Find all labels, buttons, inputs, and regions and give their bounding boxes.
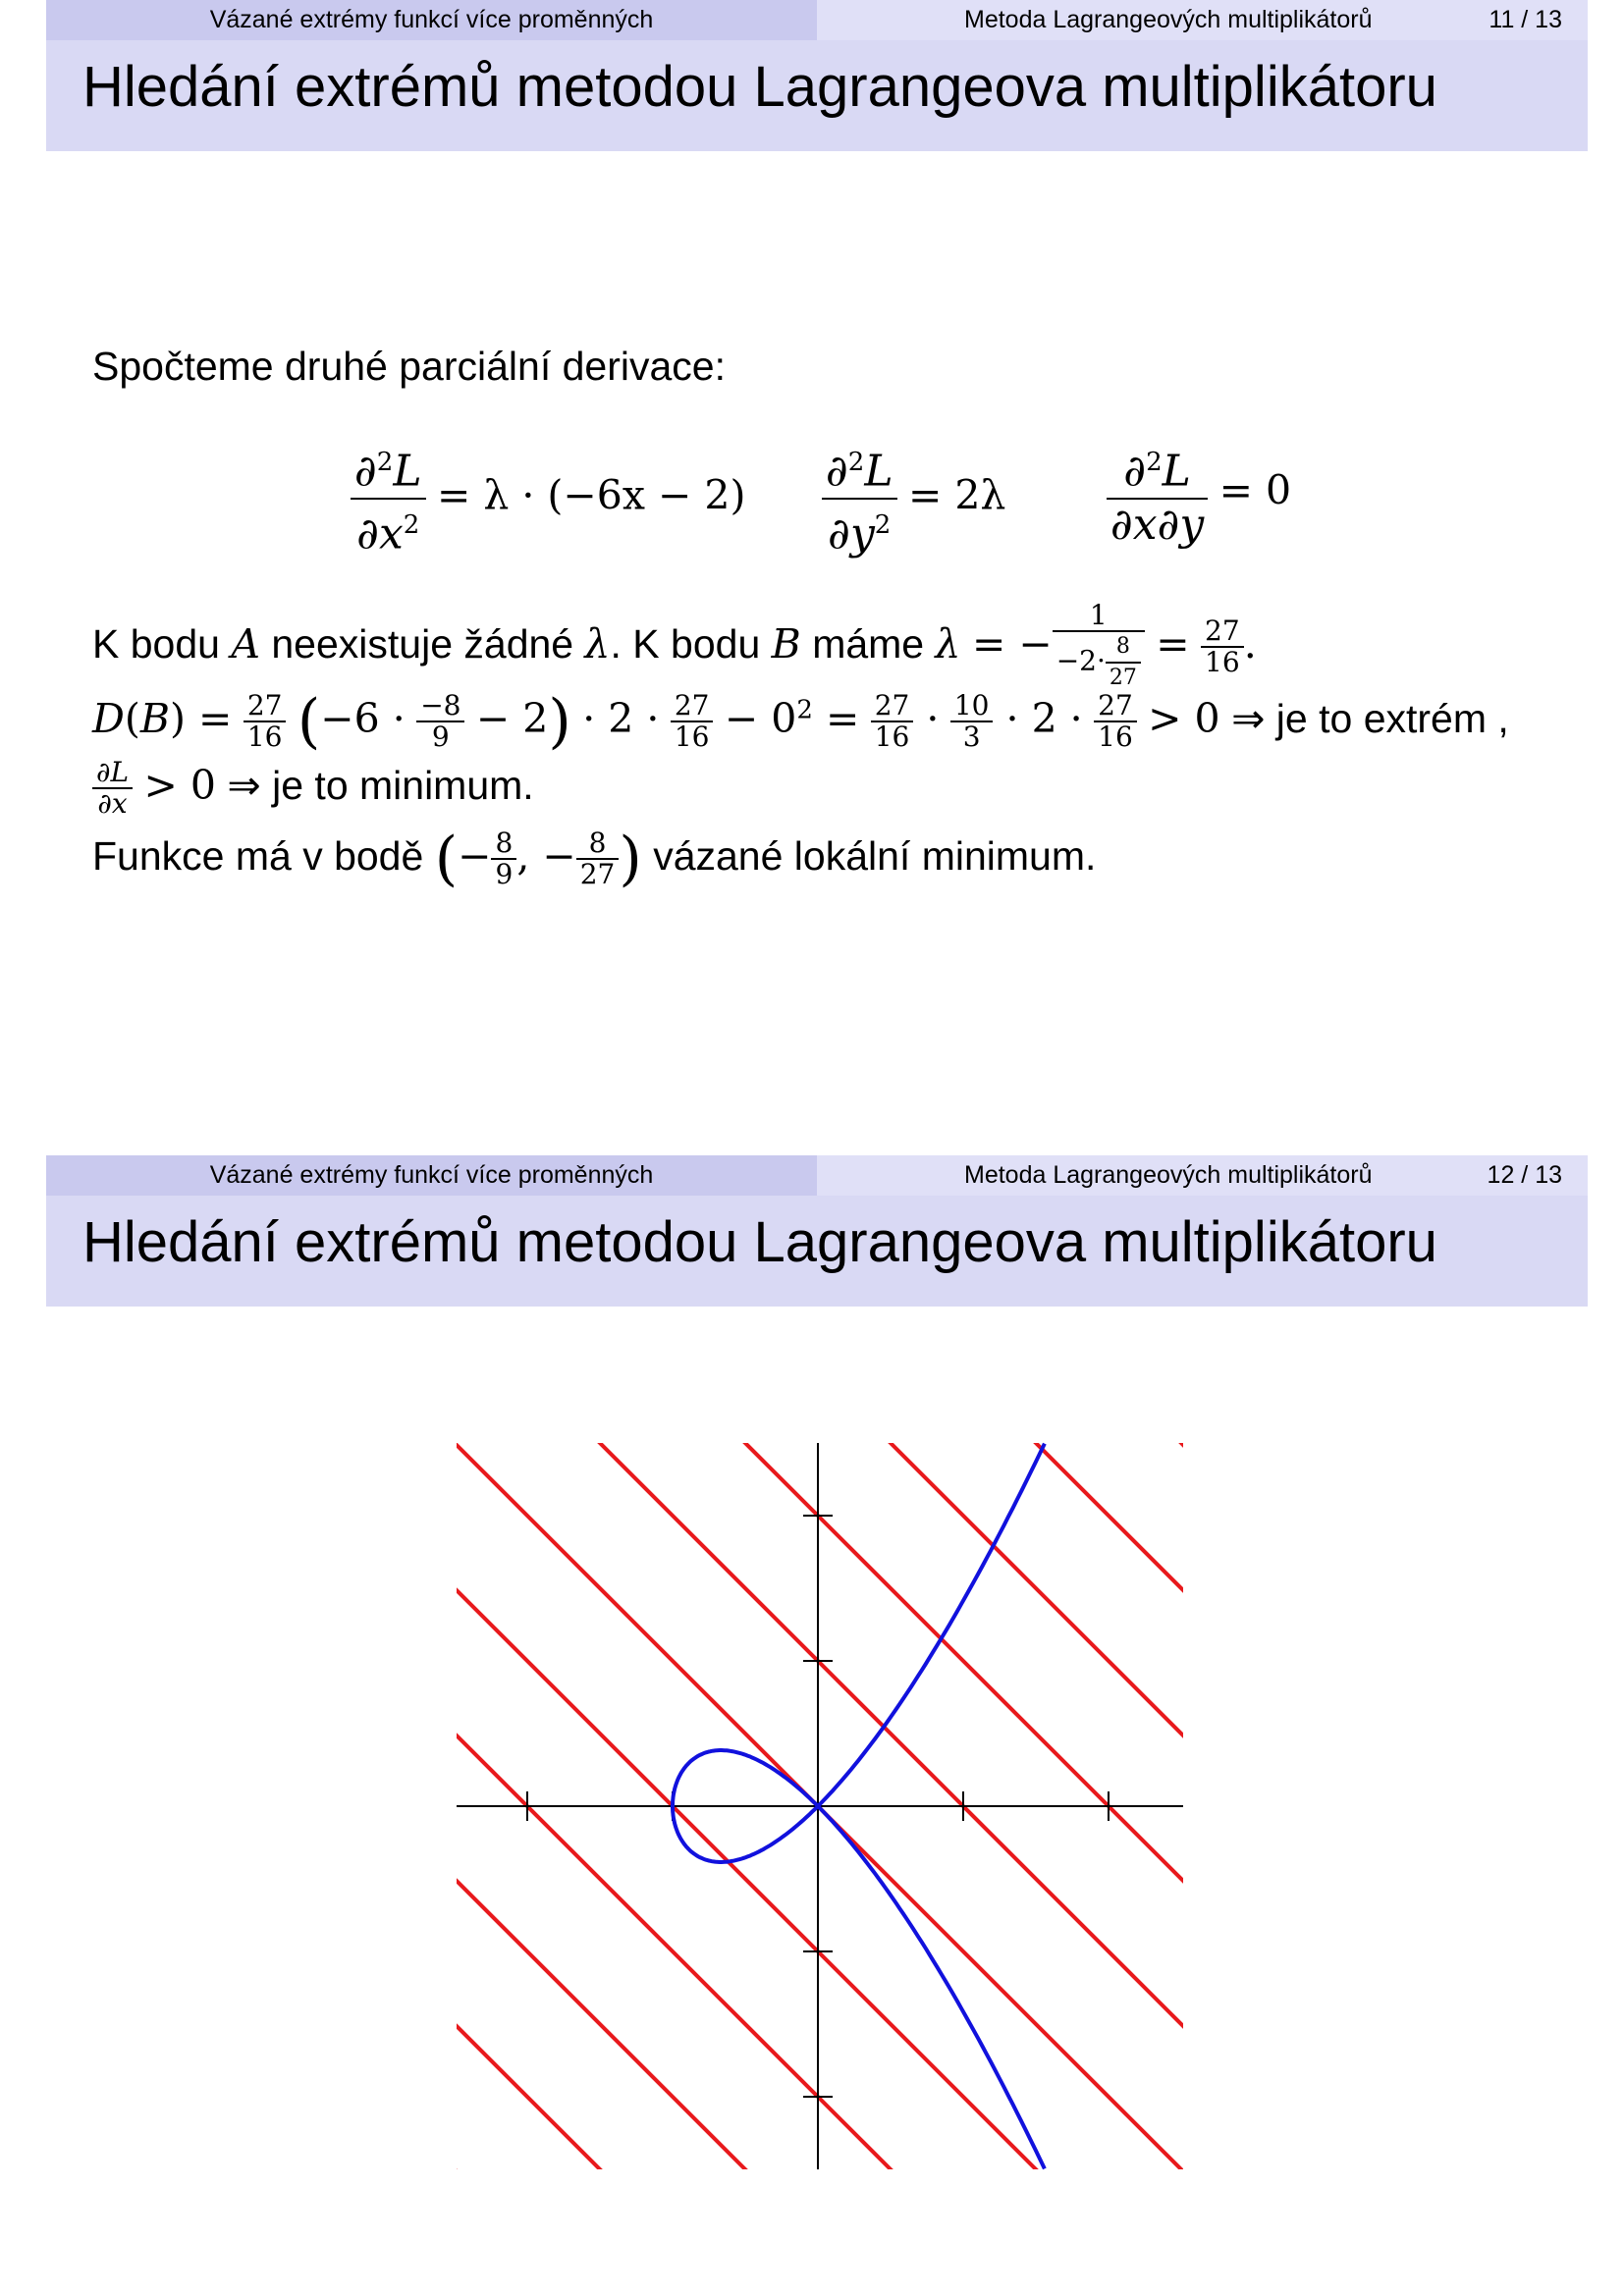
frame-title: Hledání extrémů metodou Lagrangeova multiplikátoru: [46, 40, 1588, 151]
page-number: 12 / 13: [1487, 1161, 1562, 1189]
level-lines: [0, 208, 1624, 2296]
headline-section: Metoda Lagrangeových multiplikátorů: [964, 1161, 1373, 1189]
intro-text: Spočteme druhé parciální derivace:: [92, 344, 726, 389]
level-line: [0, 1225, 1624, 2296]
minimum-line: $\frac{\partial L}{\partial x}$ > 0 ⇒ je to minimum.: [92, 758, 534, 819]
derivative-yy: $\frac{\partial^2L}{\partial y^2}$ = 2λ: [822, 437, 1005, 560]
level-line: [0, 1661, 1624, 2296]
frame-title: Hledání extrémů metodou Lagrangeova multiplikátoru: [46, 1196, 1588, 1307]
derivative-xx: $\frac{\partial^2L}{\partial x^2}$ = λ · (−6x − 2): [351, 437, 745, 560]
level-line: [0, 644, 1624, 2296]
page-number: 11 / 13: [1489, 6, 1562, 33]
conclusion-line: Funkce má v bodě (− $\frac{8}{9}$ , − $\frac{8}{27}$ ) vázané lokální minimum.: [92, 825, 1097, 893]
level-line: [0, 1080, 1624, 2296]
level-line: [0, 499, 1624, 2242]
lambda-line: K bodu A neexistuje žádné λ. K bodu B máme λ = − 1 −2· $\frac{8}{27}$ = $\frac{27}{16}$ .: [92, 599, 1257, 690]
headline-topic: Vázané extrémy funkcí více proměnných: [46, 1155, 817, 1196]
discriminant-line: D(B) = $\frac{27}{16}$ (−6 · $\frac{-8}{9}$ − 2) · 2 · $\frac{27}{16}$ − $0^2$ = $\frac{27}{16}$ · $\frac{10}{3}$ · 2 · $\frac{27}{16}$ > 0 ⇒ je to extrém ,: [92, 687, 1509, 756]
level-line: [0, 353, 1624, 2097]
headline-section: Metoda Lagrangeových multiplikátorů: [964, 6, 1373, 33]
headline-topic: Vázané extrémy funkcí více proměnných: [46, 0, 817, 40]
level-line: [0, 208, 1624, 1951]
level-line: [0, 789, 1624, 2296]
level-line: [0, 1516, 1624, 2296]
derivative-xy: $\frac{\partial^2L}{\partial x\partial y}$ = 0: [1107, 437, 1291, 551]
